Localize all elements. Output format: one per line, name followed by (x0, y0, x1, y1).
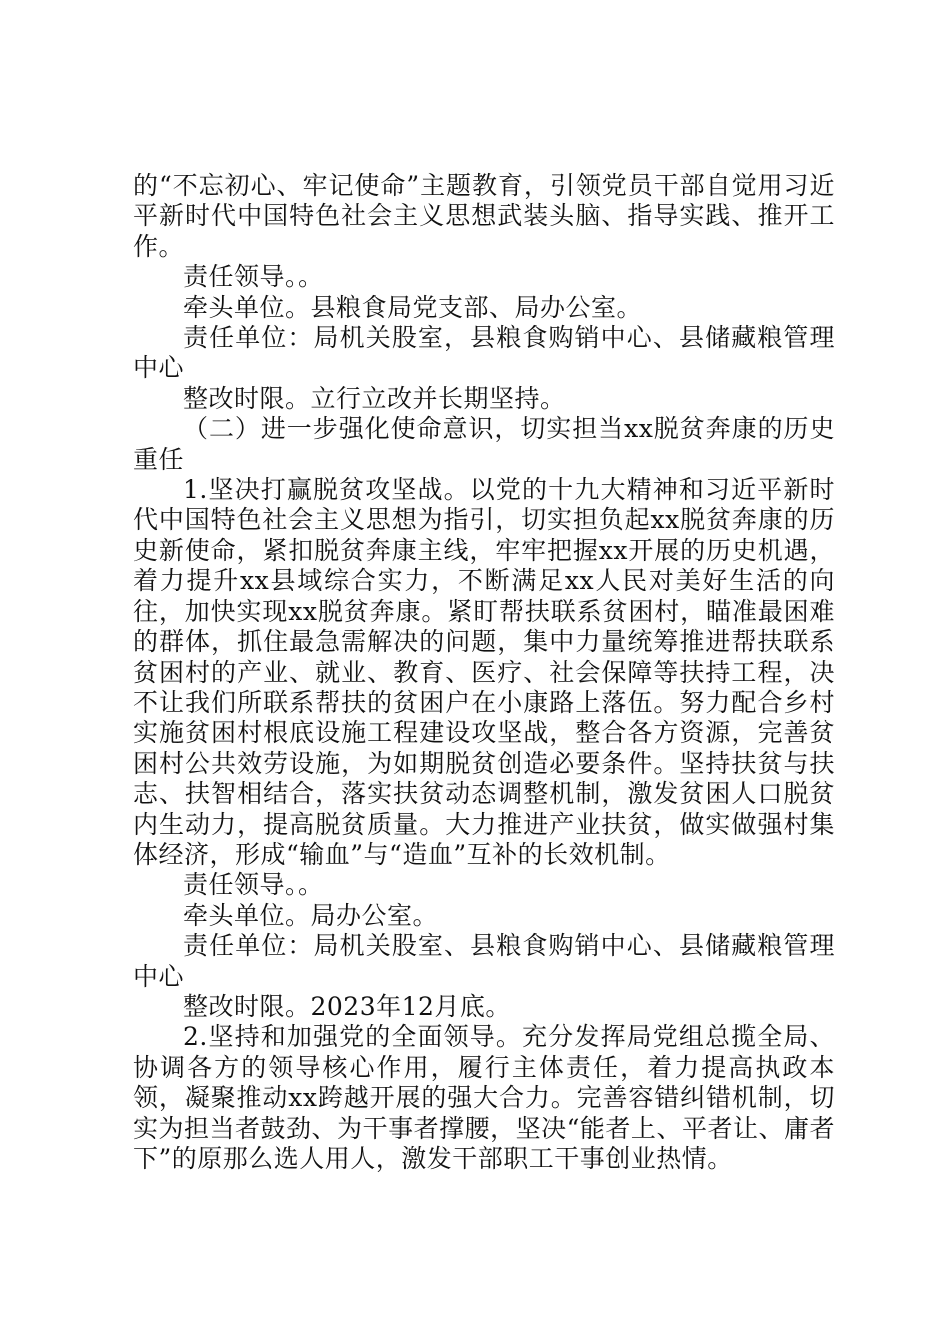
deadline-2: 整改时限。2023年12月底。 (183, 991, 511, 1021)
deadline-1: 整改时限。立行立改并长期坚持。 (183, 383, 566, 413)
section-heading-2: （二）进一步强化使命意识，切实担当xx脱贫奔康的历史重任 (133, 414, 835, 474)
responsible-leader-2: 责任领导。。 (183, 870, 324, 900)
lead-unit-2: 牵头单位。局办公室。 (183, 900, 439, 930)
responsible-unit-2: 责任单位：局机关股室、县粮食购销中心、县储藏粮管理中心 (133, 931, 835, 991)
responsible-unit-1: 责任单位：局机关股室，县粮食购销中心、县储藏粮管理中心 (133, 323, 835, 383)
paragraph-party-leadership: 2.坚持和加强党的全面领导。充分发挥局党组总揽全局、协调各方的领导核心作用，履行主体责任，着力提高执政本领，凝聚推动xx跨越开展的强大合力。完善容错纠错机制，切实为担当者鼓劲、为干事者撑腰，坚决“能者上、平者让、庸者下”的原那么选人用人，激发干部职工干事创业热情。 (133, 1022, 835, 1173)
paragraph-poverty-alleviation: 1.坚决打赢脱贫攻坚战。以党的十九大精神和习近平新时代中国特色社会主义思想为指引，切实担负起xx脱贫奔康的历史新使命，紧扣脱贫奔康主线，牢牢把握xx开展的历史机遇，着力提升xx县域综合实力，不断满足xx人民对美好生活的向往，加快实现xx脱贫奔康。紧盯帮扶联系贫困村，瞄准最困难的群体，抓住最急需解决的问题，集中力量统筹推进帮扶联系贫困村的产业、就业、教育、医疗、社会保障等扶持工程，决不让我们所联系帮扶的贫困户在小康路上落伍。努力配合乡村实施贫困村根底设施工程建设攻坚战，整合各方资源，完善贫困村公共效劳设施，为如期脱贫创造必要条件。坚持扶贫与扶志、扶智相结合，落实扶贫动态调整机制，激发贫困人口脱贫内生动力，提高脱贫质量。大力推进产业扶贫，做实做强村集体经济，形成“输血”与“造血”互补的长效机制。 (133, 475, 835, 869)
paragraph-theme-education: 的“不忘初心、牢记使命”主题教育，引领党员干部自觉用习近平新时代中国特色社会主义思想武装头脑、指导实践、推开工作。 (133, 171, 835, 261)
responsible-leader-1: 责任领导。。 (183, 262, 324, 292)
document-body (133, 171, 835, 1174)
lead-unit-1: 牵头单位。县粮食局党支部、局办公室。 (183, 292, 643, 322)
